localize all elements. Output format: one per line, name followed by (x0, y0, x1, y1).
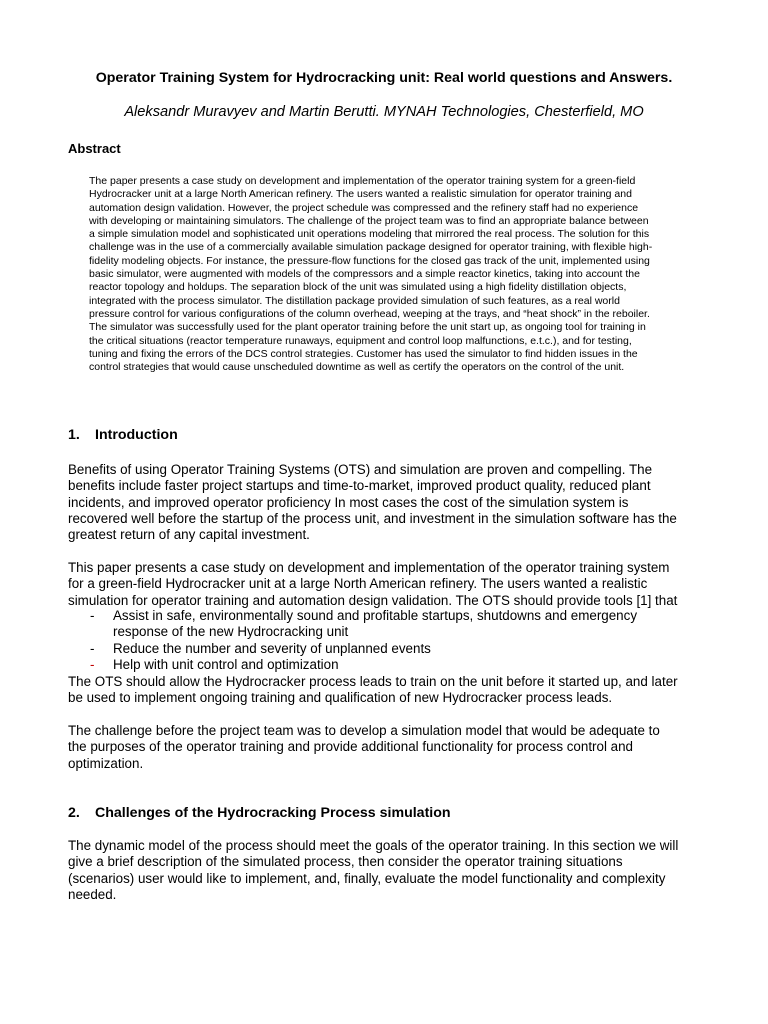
paragraph-line: needed. (68, 886, 117, 902)
list-item (68, 608, 708, 641)
abstract-body (89, 175, 709, 374)
paper-authors: Aleksandr Muravyev and Martin Berutti. MYNAH Technologies, Chesterfield, MO (124, 104, 644, 120)
intro-paragraph-2 (68, 560, 708, 609)
paragraph-line: Benefits of using Operator Training Systems (OTS) and simulation are proven and compelling. The (68, 462, 653, 477)
abstract-line: challenge was in the use of a commercially available simulation package designed for operator training, with flexible high- (89, 241, 653, 254)
abstract-line: Hydrocracker unit at a large North American refinery. The users wanted a realistic simulation for operator training and (89, 188, 632, 201)
abstract-line: a simple simulation model and sophisticated unit operations modeling that mirrored the real process. The solution for this (89, 228, 650, 241)
list-item-line: Reduce the number and severity of unplanned events (113, 640, 431, 656)
list-item (68, 641, 708, 657)
paragraph-line: The dynamic model of the process should meet the goals of the operator training. In this section we will (68, 838, 679, 853)
paper-title: Operator Training System for Hydrocracking unit: Real world questions and Answers. (95, 70, 673, 86)
bullet-dash: - (90, 656, 95, 672)
paragraph-line: This paper presents a case study on development and implementation of the operator training system (68, 560, 670, 575)
paragraph-line: be used to implement ongoing training and qualification of new Hydrocracker process leads. (68, 690, 613, 706)
list-item (68, 657, 708, 673)
section-2-heading (68, 805, 451, 821)
abstract-line: control strategies that would cause unscheduled downtime as well as certify the operators on the control of the unit. (89, 361, 625, 374)
abstract-line: reactor topology and holdups. The separation block of the unit was simulated using a high fidelity distillation objects, (89, 281, 627, 294)
paragraph-line: for a green-field Hydrocracker unit at a large North American refinery. The users wanted a realistic (68, 576, 648, 592)
bullet-dash: - (90, 608, 95, 623)
paragraph-line: benefits include faster project startups and time-to-market, improved product quality, reduced plant (68, 478, 651, 494)
list-item-line: response of the new Hydrocracking unit (113, 624, 349, 640)
section-1-heading (68, 427, 178, 443)
abstract-line: fidelity modeling objects. For instance, the pressure-flow functions for the closed gas track of the unit, implemented using (89, 254, 650, 267)
paragraph-line: the purposes of the operator training and provide additional functionality for process control and (68, 739, 633, 755)
paragraph-line: greatest return of any capital investment. (68, 527, 310, 543)
intro-paragraph-3 (68, 674, 708, 707)
paragraph-line: give a brief description of the simulated process, then consider the operator training situations (68, 854, 623, 870)
abstract-line: The simulator was successfully used for the plant operator training before the unit start up, as ongoing tool for training in (89, 321, 646, 334)
abstract-line: automation design validation. However, the project schedule was compressed and the refinery staff had no experience (89, 201, 639, 214)
section-1-title: Introduction (95, 427, 178, 443)
list-item-line: Help with unit control and optimization (113, 656, 339, 672)
abstract-line: The paper presents a case study on development and implementation of the operator training system for a green-field (89, 175, 636, 187)
paragraph-line: The OTS should allow the Hydrocracker process leads to train on the unit before it started up, and later (68, 674, 678, 689)
paragraph-line: simulation for operator training and automation design validation. The OTS should provide tools [1] that (68, 592, 678, 608)
abstract-line: tuning and fixing the errors of the DCS control strategies. Customer has used the simulator to find hidden issues in the (89, 347, 638, 360)
paragraph-line: The challenge before the project team was to develop a simulation model that would be adequate to (68, 723, 660, 738)
abstract-line: pressure control for various configurations of the column overhead, weeping at the trays, and “heat shock” in the reboiler. (89, 307, 650, 320)
abstract-line: the critical situations (reactor temperature runaways, equipment and control loop malfunctions, e.t.c.), and for testing, (89, 334, 632, 347)
abstract-line: with developing or maintaining simulators. The challenge of the project team was to find an appropriate balance between (89, 214, 649, 227)
paragraph-line: recovered well before the startup of the process unit, and investment in the simulation software has the (68, 510, 677, 526)
abstract-line: integrated with the process simulator. The distillation package provided simulation of such features, as a real world (89, 294, 620, 307)
paragraph-line: optimization. (68, 755, 144, 771)
list-item-line: Assist in safe, environmentally sound and profitable startups, shutdowns and emergency (113, 608, 638, 623)
ots-goals-list (68, 608, 708, 673)
intro-paragraph-1 (68, 462, 708, 543)
bullet-dash: - (90, 640, 95, 656)
paragraph-line: incidents, and improved operator proficiency In most cases the cost of the simulation system is (68, 494, 629, 510)
section-1-number: 1. (68, 427, 80, 443)
paragraph-line: (scenarios) user would like to implement, and, finally, evaluate the model functionality and complexity (68, 870, 666, 886)
abstract-line: basic simulator, were augmented with models of the compressors and a simple reactor kinetics, taking into account the (89, 268, 640, 281)
challenges-paragraph-1 (68, 838, 708, 903)
abstract-heading: Abstract (68, 141, 121, 156)
section-2-number: 2. (68, 805, 80, 821)
section-2-title: Challenges of the Hydrocracking Process simulation (95, 805, 451, 821)
intro-paragraph-4 (68, 723, 708, 772)
